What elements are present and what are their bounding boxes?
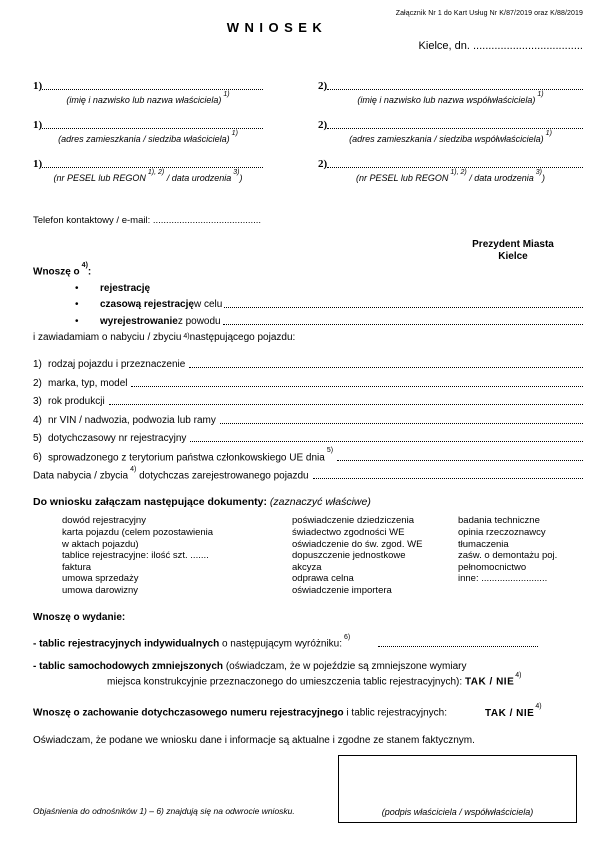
vehicle-plate-input-line[interactable]: [190, 441, 583, 442]
doc-registration-certificate[interactable]: dowód rejestracyjny: [62, 515, 146, 527]
coowner-pesel-label: (nr PESEL lub $REGON^{1), 2)}$ / data urodzenia$^{3)}$): [355, 168, 545, 183]
doc-power-of-attorney[interactable]: pełnomocnictwo: [458, 561, 527, 573]
temporary-registration-purpose-line[interactable]: [224, 307, 583, 308]
vehicle-type-row: 1) rodzaj pojazdu i przeznaczenie: [33, 352, 583, 371]
vehicle-vin-row: 4) nr VIN / nadwozia, podwozia lub ramy: [33, 407, 583, 426]
vehicle-make-input-line[interactable]: [131, 386, 583, 387]
documents-heading: Do wniosku załączam następujące dokumenty: (zaznaczyć właściwe): [33, 496, 371, 509]
acquisition-date-input-line[interactable]: [313, 478, 583, 479]
owner-name-field: [33, 78, 263, 105]
vehicle-current-plate-row: 5) dotychczasowy nr rejestracyjny: [33, 426, 583, 445]
acquisition-date-row: Data nabycia / zbycia$^{4)}$ dotychczas zarejestrowanego pojazdu: [33, 463, 583, 482]
individual-plates-input-line[interactable]: [378, 646, 538, 647]
owner-address-input-line[interactable]: [42, 128, 263, 129]
owner-address-label: (adres zamieszkania / siedziba właściciela)$^{1)}$: [58, 129, 238, 144]
documents-checklist: [33, 515, 583, 596]
owner-fields-section: [33, 78, 583, 195]
vehicle-details-section: [33, 352, 583, 482]
documents-column-3: [458, 515, 583, 596]
addressee-line1: Prezydent Miasta: [472, 239, 554, 250]
field-number: 2): [318, 80, 328, 92]
footnotes-reference: Objaśnienia do odnośników 1) – 6) znajdują się na odwrocie wniosku.: [33, 805, 295, 816]
request-heading: Wnoszę $o^{4)}$:: [33, 261, 92, 278]
reduced-plates-row: - tablic samochodowych zmniejszonych (oświadczam, że w pojeździe są zmniejszone wymiary miejsca konstrukcyjnie przeznaczonego do umieszczenia tablic rejestracyjnych): TAK / NIE$^{4)}$: [33, 661, 522, 688]
documents-column-2: [292, 515, 458, 596]
coowner-address-label: (adres zamieszkania / siedziba współwłaściciela)$^{1)}$: [349, 129, 552, 144]
vehicle-eu-import-row: 6) sprowadzonego z terytorium państwa członkowskiego UE dnia$^{5)}$: [33, 444, 583, 463]
owner-pesel-label: (nr PESEL lub $REGON^{1), 2)}$ / data urodzenia$^{3)}$): [53, 168, 243, 183]
coowner-name-field: [318, 78, 583, 105]
owner-pesel-input-line[interactable]: [42, 167, 263, 168]
option-temporary-registration[interactable]: • czasową rejestrację w celu: [33, 294, 583, 311]
plate-retention-row: Wnoszę o zachowanie dotychczasowego numeru rejestracyjnego i tablic rejestracyjnych: TAK / NIE$^{4)}$: [33, 703, 542, 719]
option-deregistration[interactable]: • wyrejestrowanie z powodu: [33, 310, 583, 327]
vehicle-year-row: 3) rok produkcji: [33, 389, 583, 408]
coowner-pesel-input-line[interactable]: [327, 167, 583, 168]
addressee-line2: Kielce: [498, 251, 528, 262]
doc-inheritance-certificate[interactable]: poświadczenie dziedziczenia: [292, 515, 414, 527]
retention-tak-nie-choice[interactable]: TAK / NIE: [485, 707, 535, 719]
coowner-address-input-line[interactable]: [327, 128, 583, 129]
signature-label: (podpis właściciela / współwłaściciela): [381, 806, 534, 817]
doc-sale-agreement[interactable]: umowa sprzedaży: [62, 573, 139, 585]
contact-phone-email-line[interactable]: Telefon kontaktowy / e-mail: .........................................: [33, 215, 262, 226]
form-title: WNIOSEK: [226, 20, 328, 35]
option-registration[interactable]: • rejestrację: [75, 282, 151, 294]
owner-name-input-line[interactable]: [42, 89, 263, 90]
field-number: 1): [33, 158, 43, 170]
coowner-pesel-field: [318, 156, 583, 183]
coowner-name-input-line[interactable]: [327, 89, 583, 90]
doc-excise[interactable]: akcyza: [292, 561, 322, 573]
doc-technical-inspection[interactable]: badania techniczne: [458, 515, 540, 527]
bullet-icon: •: [75, 282, 79, 294]
doc-vehicle-card-line2[interactable]: w aktach pojazdu): [62, 538, 139, 550]
city-date-line[interactable]: Kielce, dn. ....................................: [418, 40, 583, 52]
doc-invoice[interactable]: faktura: [62, 561, 92, 573]
vehicle-eu-import-date-line[interactable]: [337, 460, 583, 461]
truthfulness-declaration: Oświadczam, że podane we wniosku dane i informacje są aktualne i zgodne ze stanem faktycznym.: [33, 734, 475, 746]
doc-importer-statement[interactable]: oświadczenie importera: [292, 584, 392, 596]
field-number: 1): [33, 119, 43, 131]
owner-pesel-field: [33, 156, 263, 183]
owner-address-field: [33, 117, 263, 144]
acquisition-notice-line: i zawiadamiam o nabyciu / zbyciu $^{4)}$ następującego pojazdu:: [33, 331, 296, 343]
doc-customs-clearance[interactable]: odprawa celna: [292, 573, 354, 585]
doc-individual-approval[interactable]: dopuszczenie jednostkowe: [292, 550, 406, 562]
documents-column-1: [62, 515, 292, 596]
footer-row: [33, 755, 583, 823]
owner-name-label: (imię i nazwisko lub nazwa właściciela)$^{1)}$: [66, 90, 230, 105]
coowner-name-label: (imię i nazwisko lub nazwa współwłaściciela)$^{1)}$: [357, 90, 544, 105]
vehicle-year-input-line[interactable]: [109, 404, 583, 405]
doc-dismantling-certificate[interactable]: zaśw. o demontażu poj.: [458, 550, 558, 562]
doc-we-conformity-statement[interactable]: oświadczenie do św. zgod. WE: [292, 538, 423, 550]
doc-donation-agreement[interactable]: umowa darowizny: [62, 584, 139, 596]
bullet-icon: •: [75, 315, 79, 327]
deregistration-reason-line[interactable]: [223, 324, 583, 325]
vehicle-vin-input-line[interactable]: [220, 423, 583, 424]
coowner-address-field: [318, 117, 583, 144]
doc-expert-opinion[interactable]: opinia rzeczoznawcy: [458, 526, 546, 538]
issuance-heading: Wnoszę o wydanie:: [33, 612, 126, 624]
reduced-plates-tak-nie-choice[interactable]: TAK / NIE: [464, 676, 515, 688]
signature-box[interactable]: [338, 755, 577, 823]
addressee-block: [433, 239, 593, 263]
doc-vehicle-card-line1[interactable]: karta pojazdu (celem pozostawienia: [62, 526, 214, 538]
bullet-icon: •: [75, 299, 79, 311]
field-number: 1): [33, 80, 43, 92]
field-number: 2): [318, 119, 328, 131]
vehicle-type-input-line[interactable]: [189, 367, 583, 368]
vehicle-make-row: 2) marka, typ, model: [33, 370, 583, 389]
field-number: 2): [318, 158, 328, 170]
individual-plates-row: - tablic rejestracyjnych indywidualnych o następującym wyróżniku:$^{6)}$: [33, 636, 583, 649]
doc-other[interactable]: inne: .........................: [458, 573, 548, 585]
doc-translations[interactable]: tłumaczenia: [458, 538, 509, 550]
doc-we-conformity-certificate[interactable]: świadectwo zgodności WE: [292, 526, 405, 538]
doc-license-plates[interactable]: tablice rejestracyjne: ilość szt. .......: [62, 550, 209, 562]
attachment-note: Załącznik Nr 1 do Kart Usług Nr K/87/2019 oraz K/88/2019: [395, 10, 583, 17]
